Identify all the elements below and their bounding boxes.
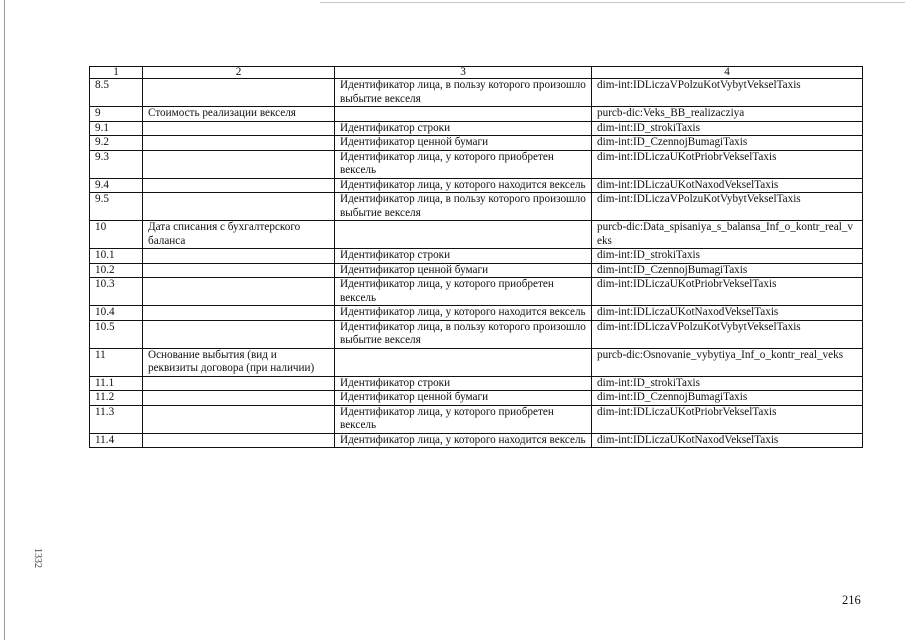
dimension-description: Идентификатор ценной бумаги [335,391,592,406]
dimension-description: Идентификатор лица, у которого приобретен вексель [335,405,592,433]
column-header: 4 [592,67,863,79]
indicator-name [143,263,335,278]
indicator-name [143,433,335,448]
taxonomy-element: purcb-dic:Osnovanie_vybytiya_Inf_o_kontr_real_veks [592,348,863,376]
taxonomy-element: dim-int:ID_CzennojBumagiTaxis [592,136,863,151]
row-number: 9.5 [90,193,143,221]
table-row [90,150,863,178]
column-header: 3 [335,67,592,79]
indicator-name [143,193,335,221]
row-number: 10.5 [90,320,143,348]
indicator-name [143,376,335,391]
indicator-name [143,249,335,264]
dimension-description: Идентификатор лица, в пользу которого произошло выбытие векселя [335,320,592,348]
table-row [90,433,863,448]
table-row [90,79,863,107]
indicator-name [143,178,335,193]
column-header: 1 [90,67,143,79]
row-number: 11.1 [90,376,143,391]
table-row [90,221,863,249]
table-row [90,306,863,321]
table-row [90,263,863,278]
dimension-description: Идентификатор лица, у которого приобретен вексель [335,150,592,178]
indicator-name [143,150,335,178]
dimension-description [335,107,592,122]
dimension-description: Идентификатор лица, в пользу которого произошло выбытие векселя [335,193,592,221]
table-row [90,136,863,151]
indicator-name [143,121,335,136]
taxonomy-element: dim-int:IDLiczaUKotNaxodVekselTaxis [592,178,863,193]
indicator-name [143,306,335,321]
taxonomy-element: dim-int:IDLiczaVPolzuKotVybytVekselTaxis [592,193,863,221]
table-row [90,107,863,122]
column-header: 2 [143,67,335,79]
dimension-description: Идентификатор ценной бумаги [335,136,592,151]
margin-stamp-mark: 1332 [32,548,43,568]
indicator-name [143,405,335,433]
scan-left-edge [4,0,5,640]
table-row [90,320,863,348]
row-number: 10.1 [90,249,143,264]
taxonomy-element: dim-int:ID_CzennojBumagiTaxis [592,391,863,406]
row-number: 10.3 [90,278,143,306]
dimension-description: Идентификатор строки [335,249,592,264]
indicator-name: Основание выбытия (вид и реквизиты договора (при наличии) [143,348,335,376]
dimension-description: Идентификатор ценной бумаги [335,263,592,278]
indicator-name [143,391,335,406]
table-row [90,348,863,376]
dimension-description: Идентификатор лица, у которого находится вексель [335,433,592,448]
taxonomy-element: dim-int:ID_strokiTaxis [592,121,863,136]
row-number: 9.1 [90,121,143,136]
indicator-name [143,278,335,306]
table-row [90,249,863,264]
table-header-row [90,67,863,79]
table-row [90,376,863,391]
indicator-name: Дата списания с бухгалтерского баланса [143,221,335,249]
table-row [90,278,863,306]
dimension-description: Идентификатор лица, у которого находится вексель [335,178,592,193]
row-number: 9 [90,107,143,122]
indicator-name [143,320,335,348]
indicator-name: Стоимость реализации векселя [143,107,335,122]
row-number: 9.3 [90,150,143,178]
row-number: 10.2 [90,263,143,278]
table-row [90,121,863,136]
table-row [90,405,863,433]
dimension-description [335,221,592,249]
scan-top-edge [320,2,905,3]
table-row [90,193,863,221]
taxonomy-element: purcb-dic:Data_spisaniya_s_balansa_Inf_o_kontr_real_veks [592,221,863,249]
taxonomy-element: dim-int:IDLiczaUKotNaxodVekselTaxis [592,306,863,321]
taxonomy-element: dim-int:ID_strokiTaxis [592,376,863,391]
row-number: 11.3 [90,405,143,433]
row-number: 9.2 [90,136,143,151]
indicator-name [143,136,335,151]
row-number: 11.2 [90,391,143,406]
taxonomy-element: dim-int:IDLiczaUKotPriobrVekselTaxis [592,278,863,306]
taxonomy-element: dim-int:ID_strokiTaxis [592,249,863,264]
taxonomy-table [89,66,863,448]
table-row [90,178,863,193]
dimension-description: Идентификатор строки [335,376,592,391]
dimension-description [335,348,592,376]
taxonomy-element: dim-int:IDLiczaUKotPriobrVekselTaxis [592,150,863,178]
taxonomy-element: dim-int:IDLiczaUKotPriobrVekselTaxis [592,405,863,433]
dimension-description: Идентификатор строки [335,121,592,136]
dimension-description: Идентификатор лица, у которого находится вексель [335,306,592,321]
taxonomy-element: purcb-dic:Veks_BB_realizacziya [592,107,863,122]
taxonomy-element: dim-int:IDLiczaVPolzuKotVybytVekselTaxis [592,79,863,107]
row-number: 11.4 [90,433,143,448]
row-number: 11 [90,348,143,376]
taxonomy-element: dim-int:IDLiczaUKotNaxodVekselTaxis [592,433,863,448]
dimension-description: Идентификатор лица, у которого приобретен вексель [335,278,592,306]
row-number: 10.4 [90,306,143,321]
table-row [90,391,863,406]
taxonomy-element: dim-int:IDLiczaVPolzuKotVybytVekselTaxis [592,320,863,348]
row-number: 8.5 [90,79,143,107]
indicator-name [143,79,335,107]
taxonomy-element: dim-int:ID_CzennojBumagiTaxis [592,263,863,278]
dimension-description: Идентификатор лица, в пользу которого произошло выбытие векселя [335,79,592,107]
page-number: 216 [842,593,861,607]
row-number: 10 [90,221,143,249]
row-number: 9.4 [90,178,143,193]
